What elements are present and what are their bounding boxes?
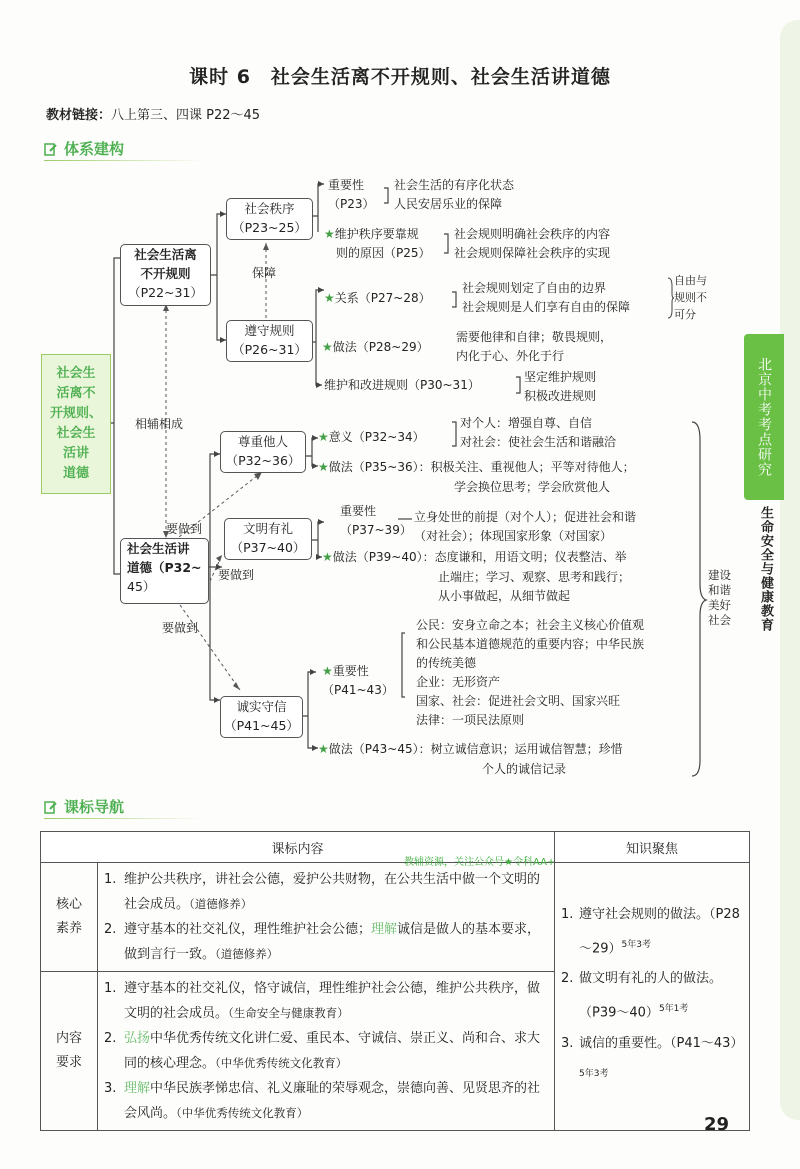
label-rely: ★维护秩序要靠规 则的原因（P25）	[324, 227, 431, 260]
importance-items: 社会生活的有序化状态 人民安居乐业的保障	[394, 178, 515, 211]
relationship-items: 社会规则划定了自由的边界 社会规则是人们享有自由的保障	[462, 281, 631, 314]
maintain-items: 坚定维护规则 积极改进规则	[524, 370, 597, 403]
section-header-std: 课标导航	[44, 796, 124, 817]
node-respect: 尊重他人 （P32~36）	[220, 431, 306, 473]
label-must-do-3: 要做到	[162, 621, 199, 635]
honesty-do: ★做法（P43~45）：树立诚信意识；运用诚信智慧；珍惜	[318, 742, 623, 756]
honesty-importance-items: 公民：安身立命之本；社会主义核心价值观 和公民基本道德规范的重要内容；中华民族 的传统美德 企业：无形资产 国家、社会：促进社会文明、国家兴旺 法律：一项民法原则	[416, 618, 645, 727]
req-items: 1. 遵守基本的社交礼仪，恪守诚信，理性维护社会公德，维护公共秩序，做文明的社会成员。（生命安全与健康教育） 2. 弘扬中华优秀传统文化讲仁爱、重民本、守诚信、崇正义、尚和合、求大同的核心理念。（中华优秀传统文化教育） 3. 理解中华民族孝悌忠信、礼义廉耻的荣辱观念，崇德向善、见贤思齐的社会风尚。（中华优秀传统文化教育）	[98, 972, 555, 1131]
node-honesty: 诚实守信 （P41~45）	[220, 696, 303, 738]
label-guarantee: 保障	[252, 266, 277, 280]
brace-icon	[666, 276, 674, 320]
side-tab-region: 北京中考考点研究	[744, 334, 784, 500]
label-must-do-2: 要做到	[218, 568, 255, 582]
respect-do-line2: 学会换位思考；学会欣赏他人	[454, 480, 611, 494]
node-rules: 社会生活离 不开规则 （P22~31）	[120, 244, 211, 306]
honesty-do-line2: 个人的诚信记录	[482, 762, 567, 776]
obey-do-text: 需要他律和自律；敬畏规则， 内化于心、外化于行	[456, 330, 613, 363]
section-header-map: 体系建构	[44, 138, 124, 159]
page-title: 课时 6 社会生活离不开规则、社会生活讲道德	[189, 66, 611, 88]
pencil-note-icon	[44, 800, 58, 814]
label-relationship: ★关系（P27~28）	[324, 291, 431, 305]
respect-do: ★做法（P35~36）：积极关注、重视他人；平等对待他人；	[318, 460, 635, 474]
label-courtesy-importance: 重要性 （P37~39）	[340, 504, 412, 537]
label-maintain: 维护和改进规则（P30~31）	[324, 378, 480, 392]
root-node: 社会生 活离不 开规则、 社会生 活讲 道德	[41, 354, 111, 494]
label-meaning: ★意义（P32~34）	[318, 430, 425, 444]
node-courtesy: 文明有礼 （P37~40）	[224, 518, 312, 560]
header-focus: 知识聚焦	[555, 832, 750, 863]
header-content: 课标内容	[41, 832, 555, 863]
standards-table	[40, 831, 750, 1131]
side-tab-topic: 生命安全与健康教育	[758, 506, 773, 632]
rely-items: 社会规则明确社会秩序的内容 社会规则保障社会秩序的实现	[454, 227, 611, 260]
label-must-do-1: 要做到	[166, 522, 203, 536]
row-label-core: 核心 素养	[41, 863, 98, 972]
courtesy-do-rest: 止端庄；学习、观察、思考和践行； 从小事做起，从细节做起	[438, 570, 631, 603]
node-obey-rules: 遵守规则 （P26~31）	[226, 320, 313, 362]
meaning-items: 对个人：增强自尊、自信 对社会：使社会生活和谐融洽	[460, 416, 617, 449]
relationship-note: 自由与 规则不 可分	[674, 274, 707, 321]
row-label-req: 内容 要求	[41, 972, 98, 1131]
node-morals: 社会生活讲 道德（P32~ 45）	[120, 538, 209, 604]
courtesy-importance-text: 立身处世的前提（对个人）；促进社会和谐 （对社会）；体现国家形象（对国家）	[414, 510, 637, 543]
label-mutual: 相辅相成	[135, 417, 184, 431]
label-obey-do: ★做法（P28~29）	[322, 340, 429, 354]
core-items: 1. 维护公共秩序，讲社会公德，爱护公共财物，在公共生活中做一个文明的社会成员。（道德修养） 2. 遵守基本的社交礼仪，理性维护社会公德；理解诚信是做人的基本要求，做到言行一致。（道德修养）	[98, 863, 555, 972]
courtesy-do: ★做法（P39~40）：态度谦和，用语文明；仪表整洁、举	[322, 550, 627, 564]
node-social-order: 社会秩序 （P23~25）	[226, 198, 313, 240]
label-honesty-importance: ★重要性 （P41~43）	[322, 664, 394, 697]
knowledge-focus: 1. 遵守社会规则的做法。（P28～29）$^{5年3考}$ 2. 做文明有礼的人的做法。（P39～40）$^{5年1考}$ 3. 诚信的重要性。（P41～43）$^{5年3考}$	[555, 863, 750, 1131]
textbook-link: 教材链接：八上第三、四课 P22～45	[46, 108, 261, 123]
page-number: 29	[704, 1114, 730, 1135]
watermark: 教辅资源，关注公众号★令科AA+	[404, 857, 556, 868]
build-note: 建设 和谐 美好 社会	[708, 568, 731, 627]
label-importance: 重要性 （P23）	[328, 178, 375, 211]
